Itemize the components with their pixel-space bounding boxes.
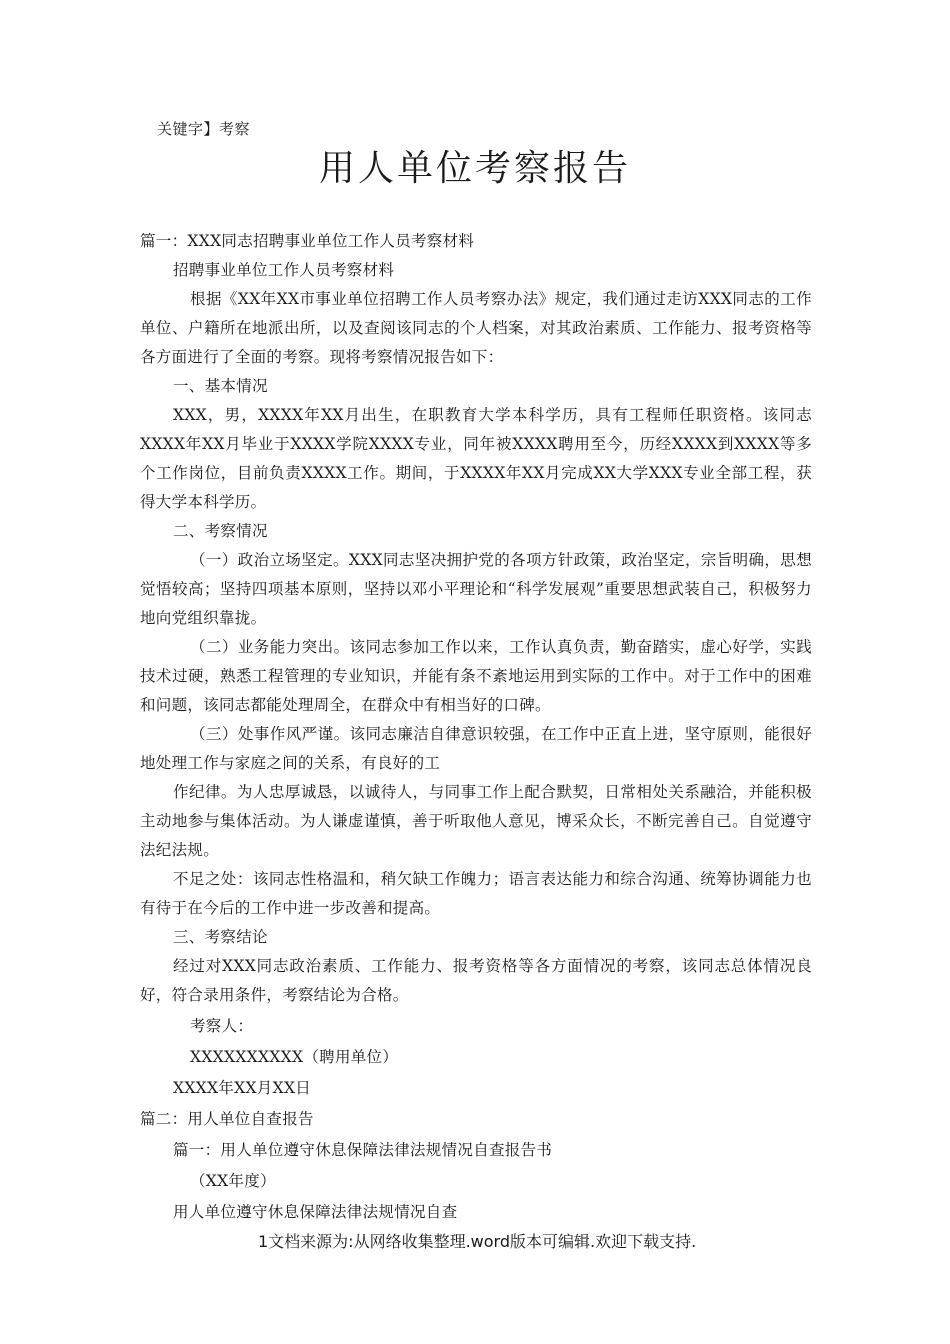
inspector-unit: XXXXXXXXXX（聘用单位） [190, 1048, 399, 1066]
political-stance-paragraph: （一）政治立场坚定。XXX同志坚决拥护党的各项方针政策，政治坚定，宗旨明确，思想觉悟较高；坚持四项基本原则，坚持以邓小平理论和“科学发展观”重要思想武装自己，积极努力地向党组织靠拢。 [140, 551, 812, 627]
document-body [140, 227, 812, 1227]
subtitle-materials: 招聘事业单位工作人员考察材料 [173, 261, 395, 279]
inspector-label: 考察人： [190, 1017, 254, 1035]
work-ability-paragraph: （二）业务能力突出。该同志参加工作以来，工作认真负责，勤奋踏实，虚心好学，实践技术过硬，熟悉工程管理的专业知识，并能有条不紊地运用到实际的工作中。对于工作中的困难和问题，该同志都能处理周全，在群众中有相当好的口碑。 [140, 638, 812, 714]
self-check-report-title: 篇一：用人单位遵守休息保障法律法规情况自查报告书 [173, 1141, 553, 1159]
self-check-heading: 用人单位遵守休息保障法律法规情况自查 [173, 1203, 458, 1221]
basic-info-paragraph: XXX，男，XXXX年XX月出生，在职教育大学本科学历，具有工程师任职资格。该同志XXXX年XX月毕业于XXXX学院XXXX专业，同年被XXXX聘用至今，历经XXXX到XXXX等多个工作岗位，目前负责XXXX工作。期间，于XXXX年XX月完成XX大学XXX专业全部工程，获得大学本科学历。 [140, 406, 812, 511]
document-title: 用人单位考察报告 [318, 148, 631, 189]
section-heading-part-two: 篇二：用人单位自查报告 [140, 1110, 314, 1128]
discipline-paragraph: 作纪律。为人忠厚诚恳，以诚待人，与同事工作上配合默契，日常相处关系融洽，并能积极主动地参与集体活动。为人谦虚谨慎，善于听取他人意见，博采众长，不断完善自己。自觉遵守法纪法规。 [140, 783, 812, 859]
report-date: XXXX年XX月XX日 [173, 1079, 312, 1097]
heading-basic-info: 一、基本情况 [173, 377, 268, 395]
report-year: （XX年度） [190, 1172, 276, 1190]
intro-paragraph: 根据《XX年XX市事业单位招聘工作人员考察办法》规定，我们通过走访XXX同志的工作单位、户籍所在地派出所，以及查阅该同志的个人档案，对其政治素质、工作能力、报考资格等各方面进行了全面的考察。现将考察情况报告如下： [140, 290, 812, 366]
work-style-paragraph: （三）处事作风严谨。该同志廉洁自律意识较强，在工作中正直上进，坚守原则，能很好地处理工作与家庭之间的关系，有良好的工 [140, 725, 812, 772]
section-heading-part-one: 篇一：XXX同志招聘事业单位工作人员考察材料 [140, 232, 475, 250]
keyword-line: 关键字】考察 [157, 120, 251, 138]
page-footer: 1文档来源为:从网络收集整理.word版本可编辑.欢迎下载支持. [258, 1232, 697, 1251]
heading-inspection: 二、考察情况 [173, 522, 268, 540]
heading-conclusion: 三、考察结论 [173, 928, 268, 946]
shortcomings-paragraph: 不足之处：该同志性格温和，稍欠缺工作魄力；语言表达能力和综合沟通、统筹协调能力也有待于在今后的工作中进一步改善和提高。 [140, 870, 812, 917]
conclusion-paragraph: 经过对XXX同志政治素质、工作能力、报考资格等各方面情况的考察，该同志总体情况良好，符合录用条件，考察结论为合格。 [140, 957, 812, 1004]
